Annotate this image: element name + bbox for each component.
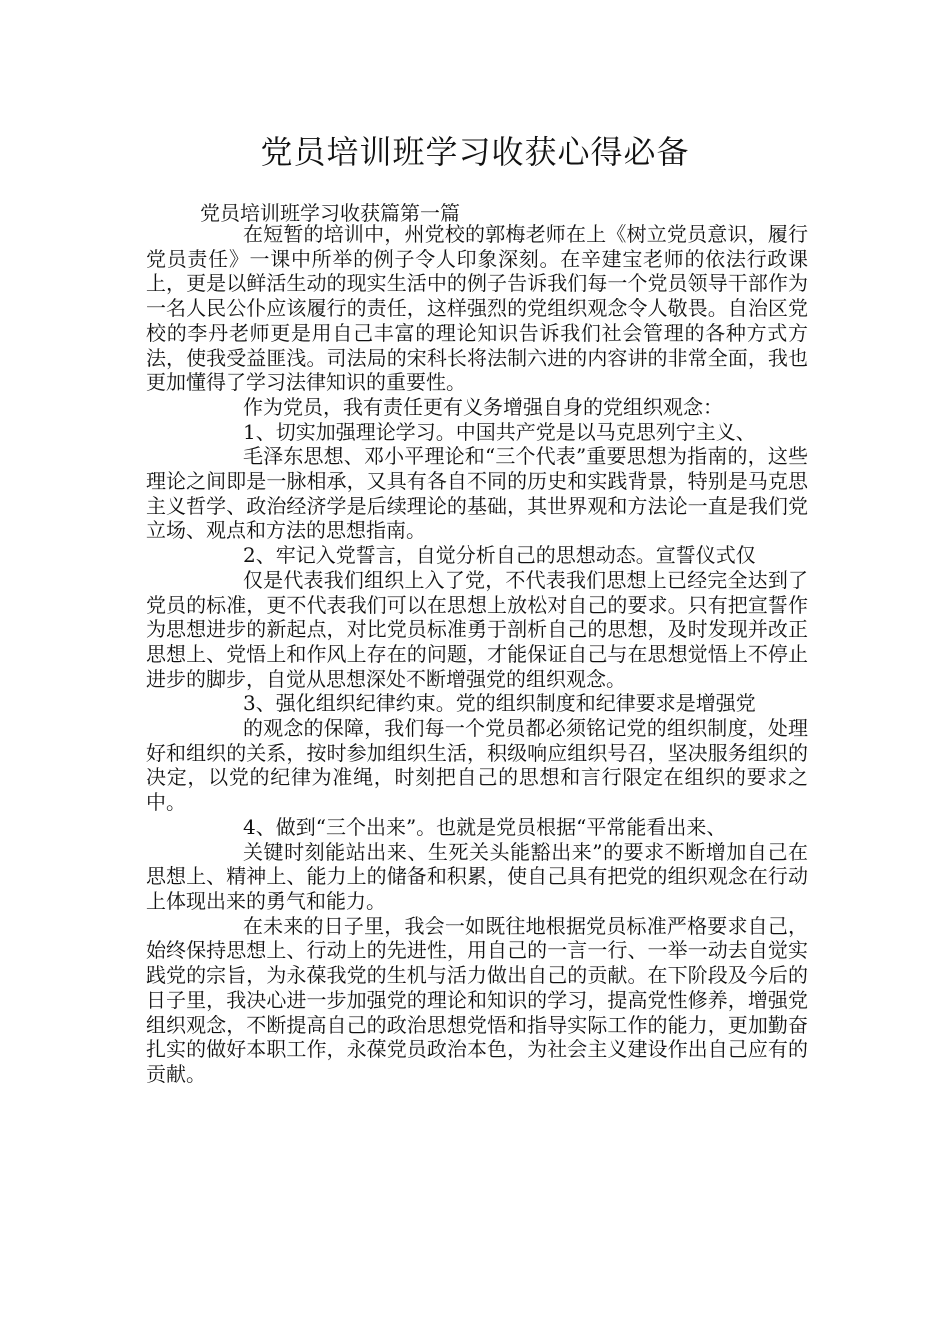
- paragraph-intro: 在短暂的培训中，州党校的郭梅老师在上《树立党员意识，履行党员责任》一课中所举的例子令人印象深刻。在辛建宝老师的依法行政课上，更是以鲜活生动的现实生活中的例子告诉我们每一个党员领导干部作为一名人民公仆应该履行的责任，这样强烈的党组织观念令人敬畏。自治区党校的李丹老师更是用自己丰富的理论知识告诉我们社会管理的各种方式方法，使我受益匪浅。司法局的宋科长将法制六进的内容讲的非常全面，我也更加懂得了学习法律知识的重要性。: [146, 222, 808, 395]
- paragraph-point-2-body: 仅是代表我们组织上入了党，不代表我们思想上已经完全达到了党员的标准，更不代表我们可以在思想上放松对自己的要求。只有把宣誓作为思想进步的新起点，对比党员标准勇于剖析自己的思想，及时发现并改正思想上、党悟上和作风上存在的问题，才能保证自己与在思想觉悟上不停止进步的脚步，自觉从思想深处不断增强党的组织观念。: [146, 567, 808, 691]
- paragraph-point-1-body: 毛泽东思想、邓小平理论和“三个代表”重要思想为指南的，这些理论之间即是一脉相承，又具有各自不同的历史和实践背景，特别是马克思主义哲学、政治经济学是后续理论的基础，其世界观和方法论一直是我们党立场、观点和方法的思想指南。: [146, 444, 808, 543]
- paragraph-point-1-lead: 1、切实加强理论学习。中国共产党是以马克思列宁主义、: [243, 419, 756, 444]
- paragraph-point-3-body: 的观念的保障，我们每一个党员都必须铭记党的组织制度，处理好和组织的关系，按时参加组织生活，积级响应组织号召，坚决服务组织的决定，以党的纪律为准绳，时刻把自己的思想和言行限定在组织的要求之中。: [146, 716, 808, 815]
- document-title: 党员培训班学习收获心得必备: [260, 133, 690, 171]
- paragraph-point-4-body: 关键时刻能站出来、生死关头能豁出来”的要求不断增加自己在思想上、精神上、能力上的储备和积累，使自己具有把党的组织观念在行动上体现出来的勇气和能力。: [146, 839, 808, 913]
- paragraph-duty: 作为党员，我有责任更有义务增强自身的党组织观念：: [243, 394, 723, 419]
- paragraph-conclusion: 在未来的日子里，我会一如既往地根据党员标准严格要求自己，始终保持思想上、行动上的先进性，用自己的一言一行、一举一动去自觉实践党的宗旨，为永葆我党的生机与活力做出自己的贡献。在下阶段及今后的日子里，我决心进一步加强党的理论和知识的学习，提高党性修养，增强党组织观念，不断提高自己的政治思想党悟和指导实际工作的能力，更加勤奋扎实的做好本职工作，永葆党员政治本色，为社会主义建设作出自己应有的贡献。: [146, 913, 808, 1086]
- paragraph-point-3-lead: 3、强化组织纪律约束。党的组织制度和纪律要求是增强党: [243, 691, 756, 716]
- paragraph-point-2-lead: 2、牢记入党誓言，自觉分析自己的思想动态。宣誓仪式仅: [243, 543, 756, 568]
- paragraph-point-4-lead: 4、做到“三个出来”。也就是党员根据“平常能看出来、: [243, 814, 727, 839]
- document-body: [146, 222, 808, 1087]
- document-subtitle: 党员培训班学习收获篇第一篇: [200, 201, 460, 225]
